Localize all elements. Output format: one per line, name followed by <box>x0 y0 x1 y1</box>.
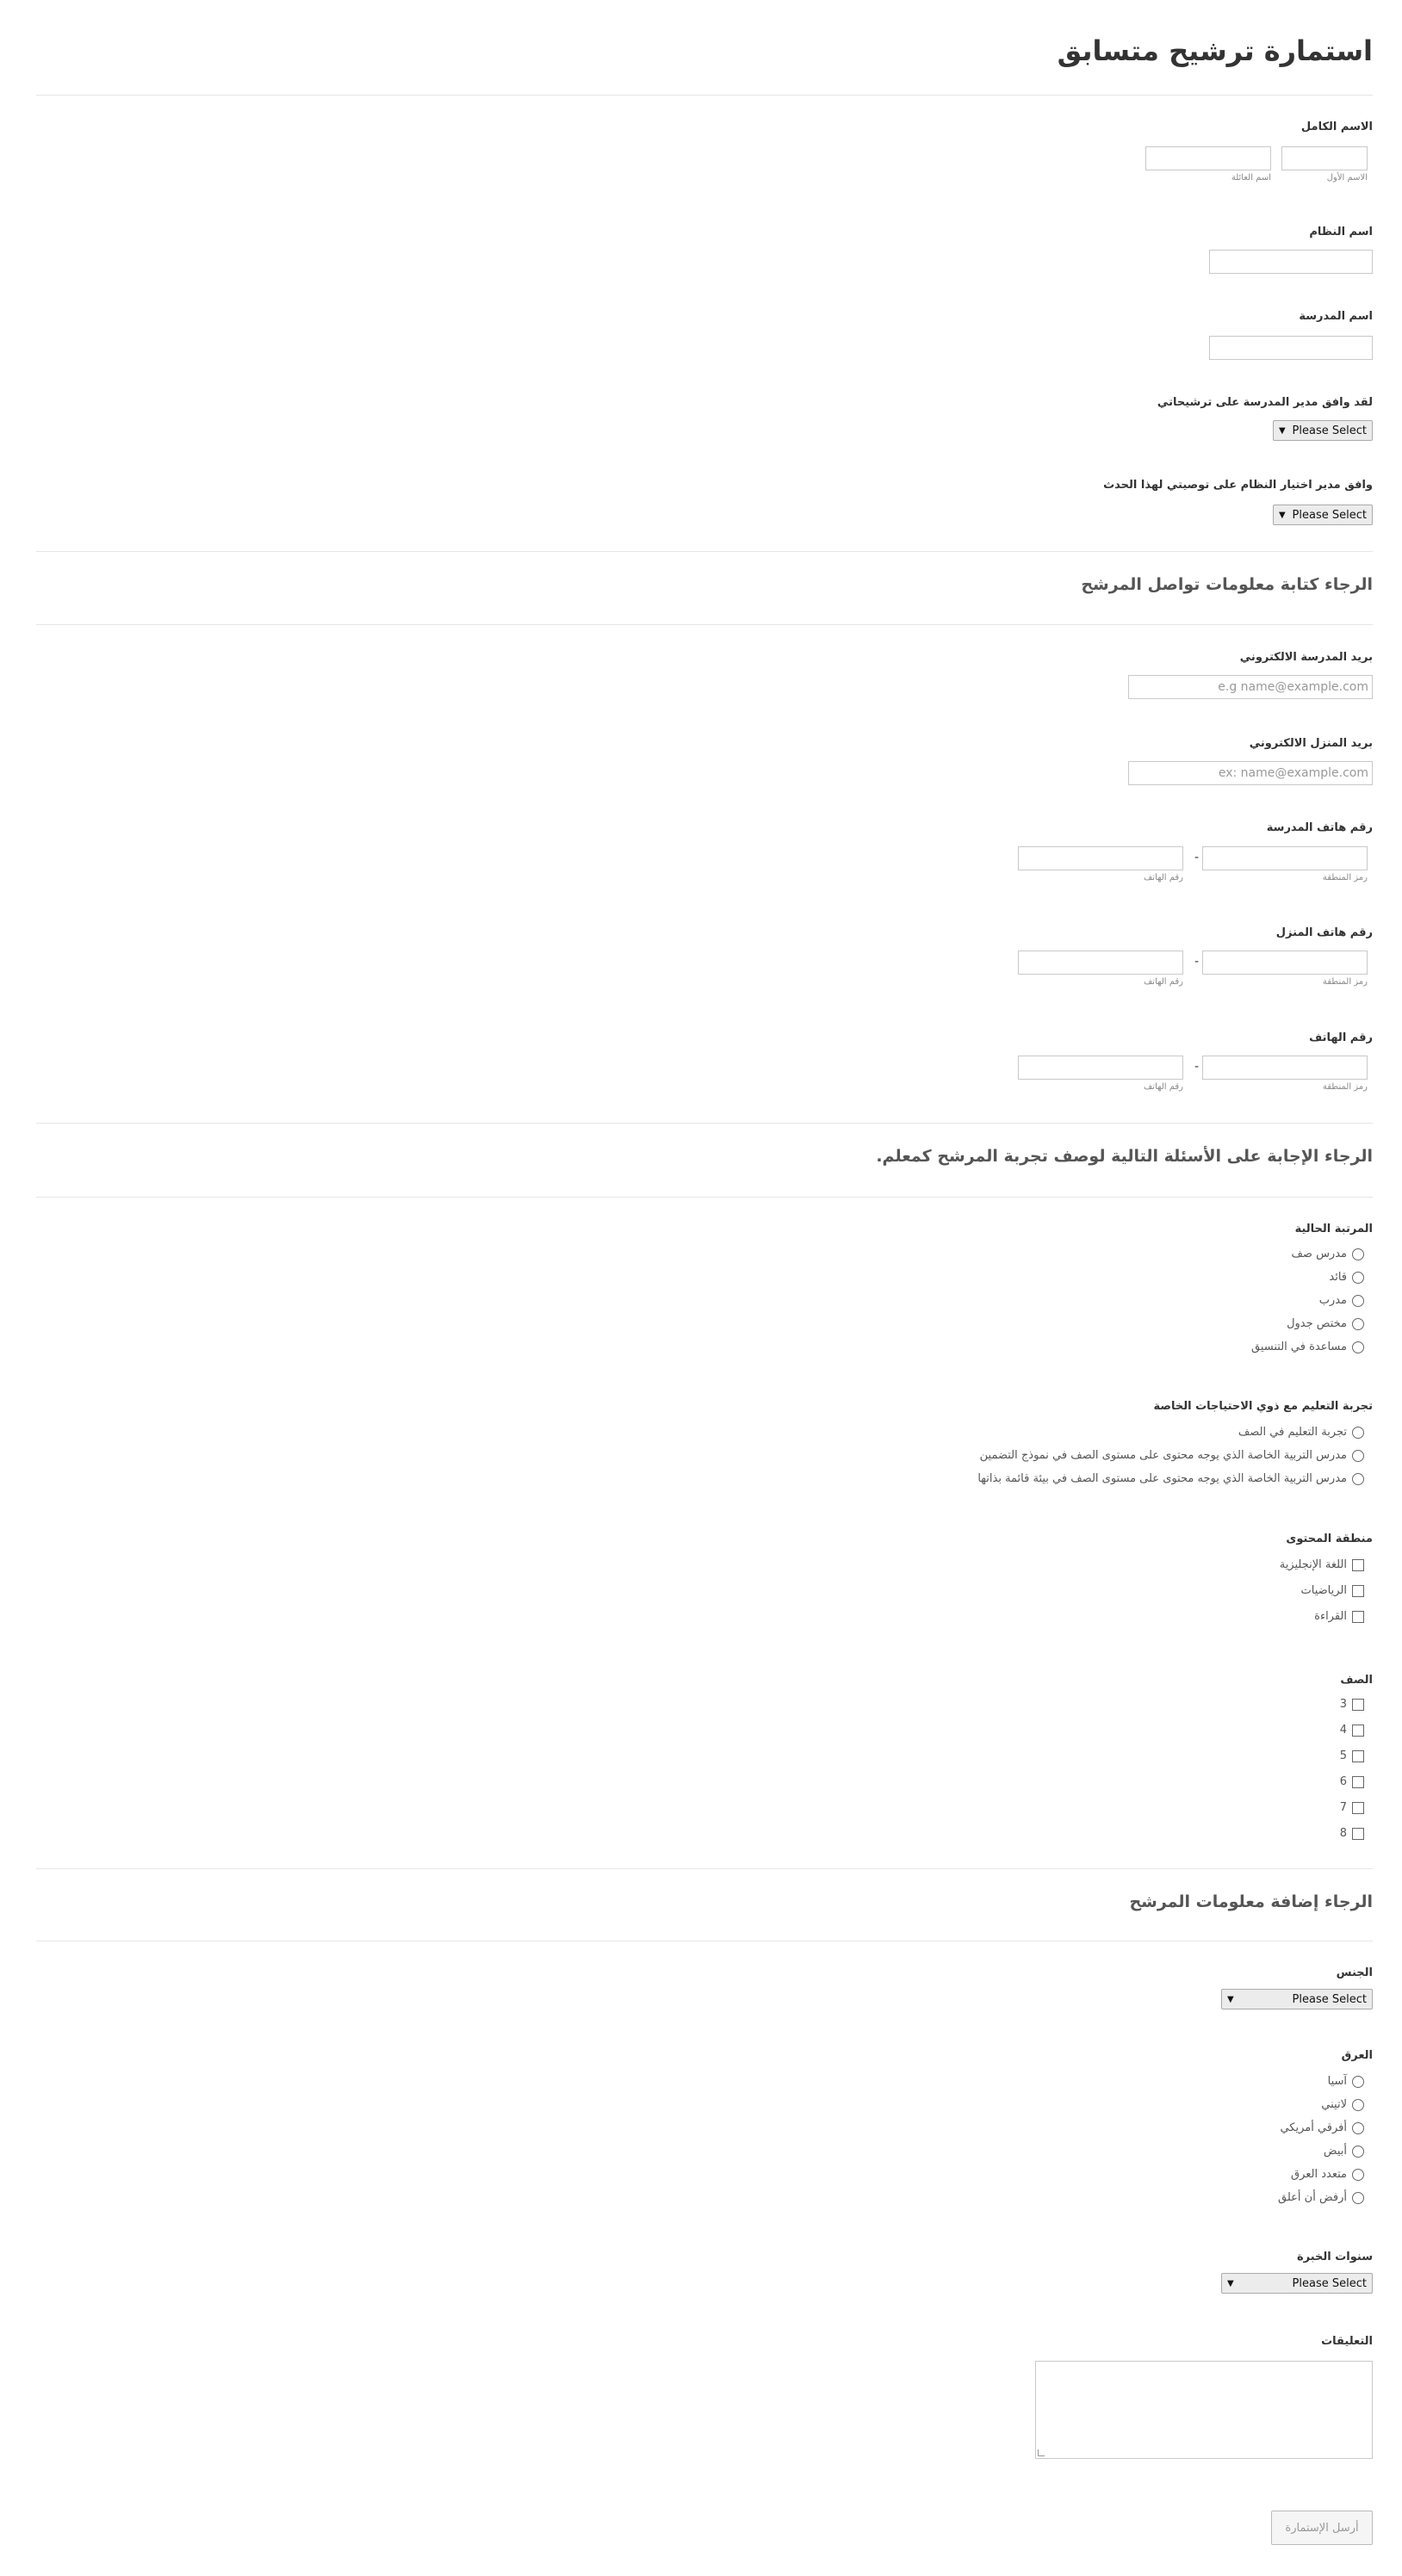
checkbox[interactable] <box>1352 1750 1364 1762</box>
content-area-option[interactable]: القراءة <box>1314 1610 1364 1623</box>
grade-option[interactable]: 7 <box>1340 1801 1364 1814</box>
grade-label: الصف <box>1340 1674 1373 1687</box>
home-phone-area-input[interactable] <box>1202 951 1368 975</box>
checkbox[interactable] <box>1352 1776 1364 1788</box>
phone-label: رقم الهاتف <box>1309 1031 1373 1044</box>
radio-button[interactable] <box>1352 1318 1364 1330</box>
race-option[interactable]: أفرقي أمريكي <box>1280 2121 1364 2134</box>
radio-button[interactable] <box>1352 2076 1364 2088</box>
phone-area-input[interactable] <box>1202 1056 1368 1080</box>
special-needs-option[interactable]: مدرس التربية الخاصة الذي يوجه محتوى على مستوى الصف في بيئة قائمة بذاتها <box>977 1472 1364 1485</box>
chevron-down-icon: ▼ <box>1279 425 1286 436</box>
radio-button[interactable] <box>1352 1450 1364 1462</box>
divider <box>36 1868 1373 1869</box>
chevron-down-icon: ▼ <box>1279 510 1286 520</box>
section-experience-title: الرجاء الإجابة على الأسئلة التالية لوصف تجربة المرشح كمعلم. <box>876 1147 1373 1166</box>
race-option[interactable]: لاتيني <box>1321 2098 1364 2111</box>
phone-dash: - <box>1194 1060 1199 1074</box>
divider <box>36 1197 1373 1198</box>
school-name-label: اسم المدرسة <box>1299 310 1373 323</box>
home-email-label: بريد المنزل الالكتروني <box>1249 737 1373 750</box>
checkbox[interactable] <box>1352 1699 1364 1711</box>
race-label: العرق <box>1341 2049 1373 2062</box>
years-experience-label: سنوات الخبرة <box>1296 2251 1373 2263</box>
school-phone-area-input[interactable] <box>1202 846 1368 870</box>
first-name-sublabel: الاسم الأول <box>1326 173 1368 183</box>
last-name-input[interactable] <box>1145 146 1271 170</box>
comments-label: التعليقات <box>1321 2335 1373 2348</box>
radio-button[interactable] <box>1352 1473 1364 1485</box>
phone-dash: - <box>1194 851 1199 864</box>
phone-number-sublabel: رقم الهاتف <box>1143 1082 1183 1092</box>
years-experience-select[interactable]: ▼ Please Select <box>1221 2273 1373 2294</box>
school-email-input[interactable]: e.g name@example.com <box>1128 675 1373 699</box>
home-phone-label: رقم هاتف المنزل <box>1275 926 1373 939</box>
home-phone-number-sublabel: رقم الهاتف <box>1143 977 1183 987</box>
radio-button[interactable] <box>1352 1427 1364 1439</box>
race-option[interactable]: أبيض <box>1324 2145 1364 2158</box>
divider <box>36 624 1373 625</box>
form-title: استمارة ترشيح متسابق <box>1057 34 1373 67</box>
section-contact-title: الرجاء كتابة معلومات تواصل المرشح <box>1081 575 1373 594</box>
grade-option[interactable]: 8 <box>1340 1827 1364 1840</box>
school-phone-number-sublabel: رقم الهاتف <box>1143 873 1183 882</box>
system-name-input[interactable] <box>1209 250 1373 274</box>
grade-option[interactable]: 4 <box>1340 1724 1364 1737</box>
system-approval-label: وافق مدير اختيار النظام على توصيتي لهذا الحدث <box>1103 479 1373 492</box>
checkbox[interactable] <box>1352 1828 1364 1840</box>
divider <box>36 551 1373 552</box>
checkbox[interactable] <box>1352 1585 1364 1597</box>
current-rank-option[interactable]: مساعدة في التنسيق <box>1251 1341 1364 1353</box>
principal-approval-label: لقد وافق مدير المدرسة على ترشيحاتي <box>1157 396 1373 409</box>
current-rank-option[interactable]: قائد <box>1329 1271 1364 1284</box>
current-rank-option[interactable]: مدرس صف <box>1291 1248 1364 1260</box>
race-option[interactable]: متعدد العرق <box>1291 2168 1364 2181</box>
radio-button[interactable] <box>1352 1341 1364 1353</box>
radio-button[interactable] <box>1352 1272 1364 1284</box>
special-needs-option[interactable]: مدرس التربية الخاصة الذي يوجه محتوى على مستوى الصف في نموذج التضمين <box>980 1449 1364 1462</box>
submit-button[interactable]: أرسل الإستمارة <box>1271 2511 1373 2545</box>
home-phone-area-sublabel: رمز المنطقة <box>1322 977 1368 987</box>
school-name-input[interactable] <box>1209 336 1373 360</box>
special-needs-option[interactable]: تجربة التعليم في الصف <box>1238 1426 1364 1439</box>
checkbox[interactable] <box>1352 1559 1364 1571</box>
chevron-down-icon: ▼ <box>1227 1994 1234 2004</box>
system-name-label: اسم النظام <box>1309 226 1373 238</box>
last-name-sublabel: اسم العائلة <box>1231 173 1271 183</box>
checkbox[interactable] <box>1352 1611 1364 1623</box>
school-email-label: بريد المدرسة الالكتروني <box>1239 651 1373 664</box>
grade-option[interactable]: 5 <box>1340 1749 1364 1762</box>
race-option[interactable]: آسيا <box>1328 2075 1364 2088</box>
divider <box>36 95 1373 96</box>
phone-area-sublabel: رمز المنطقة <box>1322 1082 1368 1092</box>
section-candidate-title: الرجاء إضافة معلومات المرشح <box>1129 1892 1373 1911</box>
home-phone-number-input[interactable] <box>1018 951 1183 975</box>
radio-button[interactable] <box>1352 1248 1364 1260</box>
checkbox[interactable] <box>1352 1725 1364 1737</box>
special-needs-label: تجربة التعليم مع ذوي الاحتياجات الخاصة <box>1153 1400 1373 1413</box>
content-area-option[interactable]: اللغة الإنجليزية <box>1280 1558 1364 1571</box>
current-rank-option[interactable]: مدرب <box>1319 1294 1364 1307</box>
chevron-down-icon: ▼ <box>1227 2278 1234 2288</box>
current-rank-option[interactable]: مختص جدول <box>1287 1317 1364 1330</box>
grade-option[interactable]: 3 <box>1340 1698 1364 1711</box>
current-rank-label: المرتبة الحالية <box>1294 1223 1373 1235</box>
content-area-option[interactable]: الرياضيات <box>1301 1584 1365 1597</box>
radio-button[interactable] <box>1352 2192 1364 2204</box>
radio-button[interactable] <box>1352 2122 1364 2134</box>
phone-dash: - <box>1194 955 1199 969</box>
comments-textarea[interactable] <box>1035 2361 1373 2459</box>
phone-number-input[interactable] <box>1018 1056 1183 1080</box>
full-name-label: الاسم الكامل <box>1300 121 1373 133</box>
divider <box>36 1123 1373 1124</box>
grade-option[interactable]: 6 <box>1340 1775 1364 1788</box>
resize-handle-icon[interactable] <box>1038 2449 1045 2456</box>
radio-button[interactable] <box>1352 2146 1364 2158</box>
first-name-input[interactable] <box>1281 146 1368 170</box>
principal-approval-select[interactable]: ▼ Please Select <box>1273 420 1373 441</box>
gender-select[interactable]: ▼ Please Select <box>1221 1989 1373 2009</box>
school-phone-number-input[interactable] <box>1018 846 1183 870</box>
home-email-input[interactable]: ex: name@example.com <box>1128 761 1373 785</box>
system-approval-select[interactable]: ▼ Please Select <box>1273 505 1373 525</box>
radio-button[interactable] <box>1352 1295 1364 1307</box>
radio-button[interactable] <box>1352 2099 1364 2111</box>
race-option[interactable]: أرفض أن أعلق <box>1278 2191 1364 2204</box>
school-phone-area-sublabel: رمز المنطقة <box>1322 873 1368 882</box>
checkbox[interactable] <box>1352 1802 1364 1814</box>
school-phone-label: رقم هاتف المدرسة <box>1266 821 1373 834</box>
radio-button[interactable] <box>1352 2169 1364 2181</box>
gender-label: الجنس <box>1336 1966 1373 1979</box>
content-area-label: منطقة المحتوى <box>1286 1533 1373 1545</box>
